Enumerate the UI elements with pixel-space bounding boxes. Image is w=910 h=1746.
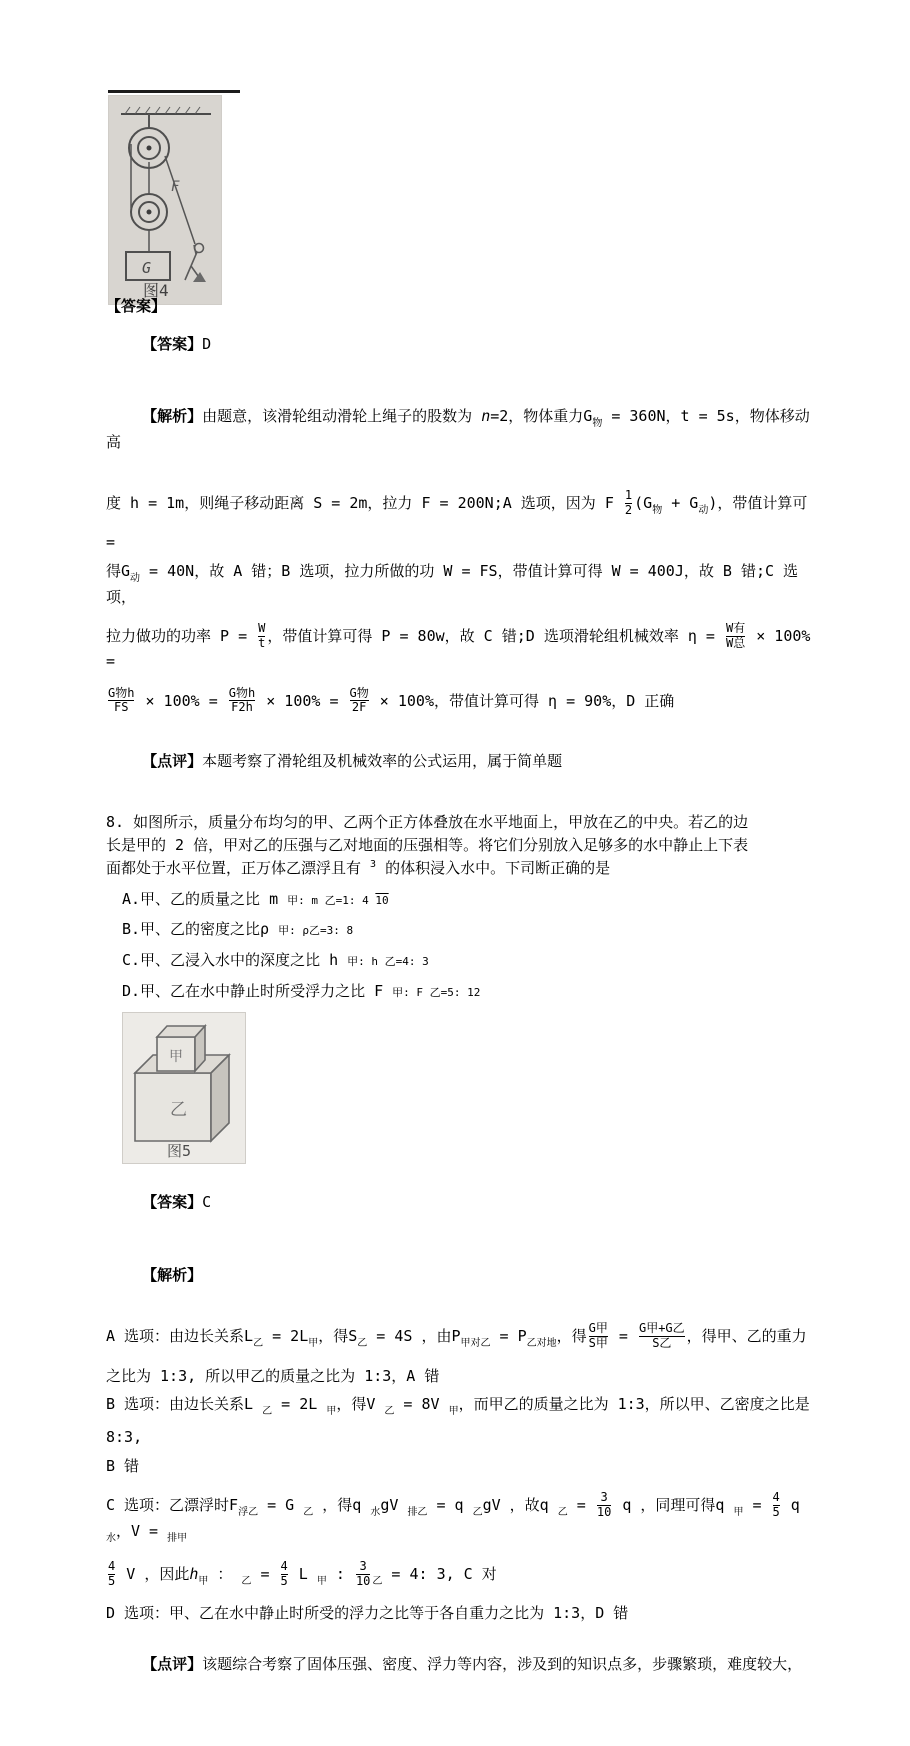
analysis1-line6: $\frac{\text{G物h}}{FS}$ × 100% = $\frac{\text{G物h}}{F2h}$ × 100% = $\frac{\text{G物}}{2F}$ × 100%，带值计算可得 η = 90%，D 正确 xyxy=(108,685,675,715)
figure5-caption: 图5 xyxy=(167,1141,192,1160)
comment1-tag: 【点评】 xyxy=(142,751,203,770)
analysis1-line4: 得$G_动 = 40N$，故 A 错；B 选项，拉力所做的功 W = FS，带值计算可得 W = 400J，故 B 错;C 选项， xyxy=(106,562,799,606)
pulley-diagram-image xyxy=(108,95,222,305)
answer1-tag: 【答案】 xyxy=(142,334,203,353)
option-c: C.甲、乙浸入水中的深度之比 h 甲: h 乙=4: 3 xyxy=(122,951,429,970)
analysis2-lineB3: B 错 xyxy=(106,1456,140,1475)
analysis1-line5: 拉力做功的功率 P = $\frac{W}{t}$ ，带值计算可得 P = 80w，故 C 错;D 选项滑轮组机械效率 η = $\frac{\text{W有}}{\text{W总}}$ × 100% = xyxy=(106,621,820,670)
load-label: G xyxy=(142,259,152,277)
answer2-value: C xyxy=(202,1193,212,1212)
option-b: B.甲、乙的密度之比ρ 甲: ρ乙=3: 8 xyxy=(122,920,354,939)
answer1-value: D xyxy=(202,334,212,353)
analysis2-lineA2: 之比为 1:3, 所以甲乙的质量之比为 1:3，A 错 xyxy=(106,1366,440,1385)
question8-line1: 8. 如图所示，质量分布均匀的甲、乙两个正方体叠放在水平地面上，甲放在乙的中央。若乙的边 xyxy=(106,813,749,832)
comment2-line xyxy=(106,1632,824,1697)
figure4-caption: 图4 xyxy=(143,281,169,300)
comment1-line xyxy=(106,729,824,794)
answer2-tag: 【答案】 xyxy=(142,1193,203,1212)
analysis1-line1: 【解析】由题意，该滑轮组动滑轮上绳子的股数为 n=2，物体重力$G_物 = 360N$，t = 5s，物体移动高 xyxy=(106,407,810,451)
analysis2-header xyxy=(106,1243,824,1308)
option-d: D.甲、乙在水中静止时所受浮力之比 F 甲: F 乙=5: 12 xyxy=(122,981,481,1000)
analysis2-lineC2: $\frac{4}{5}$ V ，因此$h_甲$ ： $_乙$ = $\frac{4}{5}$ L $_甲$ : $\frac{3}{10}$ $_乙$ = 4: 3, C 对 xyxy=(108,1559,497,1588)
question8-line2: 长是甲的 2 倍，甲对乙的压强与乙对地面的压强相等。将它们分别放入足够多的水中静止上下表 xyxy=(106,836,749,855)
analysis1-line2: 度 h = 1m，则绳子移动距离 S = 2m，拉力 F = 200N;A 选项，因为 F $\frac{1}{2}$ $(G_物 + G_动)$，带值计算可 xyxy=(106,488,808,517)
answer2-line xyxy=(106,1171,824,1236)
comment1-text: 本题考察了滑轮组及机械效率的公式运用，属于简单题 xyxy=(202,751,563,770)
analysis2-lineD: D 选项：甲、乙在水中静止时所受的浮力之比等于各自重力之比为 1:3，D 错 xyxy=(106,1604,629,1623)
cube-top-label: 甲 xyxy=(169,1048,183,1065)
analysis2-lineC: C 选项：乙漂浮时$F_{浮乙} = G$ $_乙$ ，得q $_水$gV $_{排乙}$ = q $_乙$gV ，故q $_乙$ = $\frac{3}{10}$ q ，同理可得q $_甲$ = $\frac{4}{5}$ q $_水$，V = $_{排甲}$ xyxy=(106,1490,809,1544)
analysis2-lineB2: 8:3, xyxy=(106,1427,143,1446)
cube-bottom-label: 乙 xyxy=(170,1099,187,1120)
figure5-cubes xyxy=(122,1012,824,1164)
comment2-text: 该题综合考察了固体压强、密度、浮力等内容，涉及到的知识点多，步骤繁琐，难度较大， xyxy=(202,1654,803,1673)
analysis2-lineA: A 选项：由边长关系$L_乙 = 2L_甲$，得$S_乙 = 4S$ ，由$P_{甲对乙} = P_{乙对地}$，得 $\frac{\text{G甲}}{\text{S甲}}$ = $\frac{\text{G甲+G乙}}{\text{S乙}}$ ，得甲、乙的重力 xyxy=(106,1321,807,1351)
analysis2-tag: 【解析】 xyxy=(142,1265,203,1284)
comment2-tag: 【点评】 xyxy=(142,1654,203,1673)
question8-block xyxy=(106,812,824,1002)
cubes-diagram-image xyxy=(122,1012,246,1164)
analysis1-line3: = xyxy=(106,533,116,552)
analysis2-lineB: B 选项：由边长关系L $_乙$ = 2L $_甲$，得V $_乙$ = 8V $_甲$，而甲乙的质量之比为 1:3，所以甲、乙密度之比是 xyxy=(106,1395,810,1418)
top-divider-line xyxy=(108,90,240,93)
question8-line3: 面都处于水平位置，正万体乙漂浮且有 $^3$ 的体积浸入水中。下司断正确的是 xyxy=(106,858,611,877)
force-label: F xyxy=(171,179,180,195)
option-a: A.甲、乙的质量之比 m 甲: m 乙=1: 4 10 xyxy=(122,889,389,908)
answer1-line xyxy=(106,312,824,377)
analysis1-tag: 【解析】 xyxy=(142,407,203,425)
answer-artifact: 【答案】 xyxy=(106,297,167,315)
